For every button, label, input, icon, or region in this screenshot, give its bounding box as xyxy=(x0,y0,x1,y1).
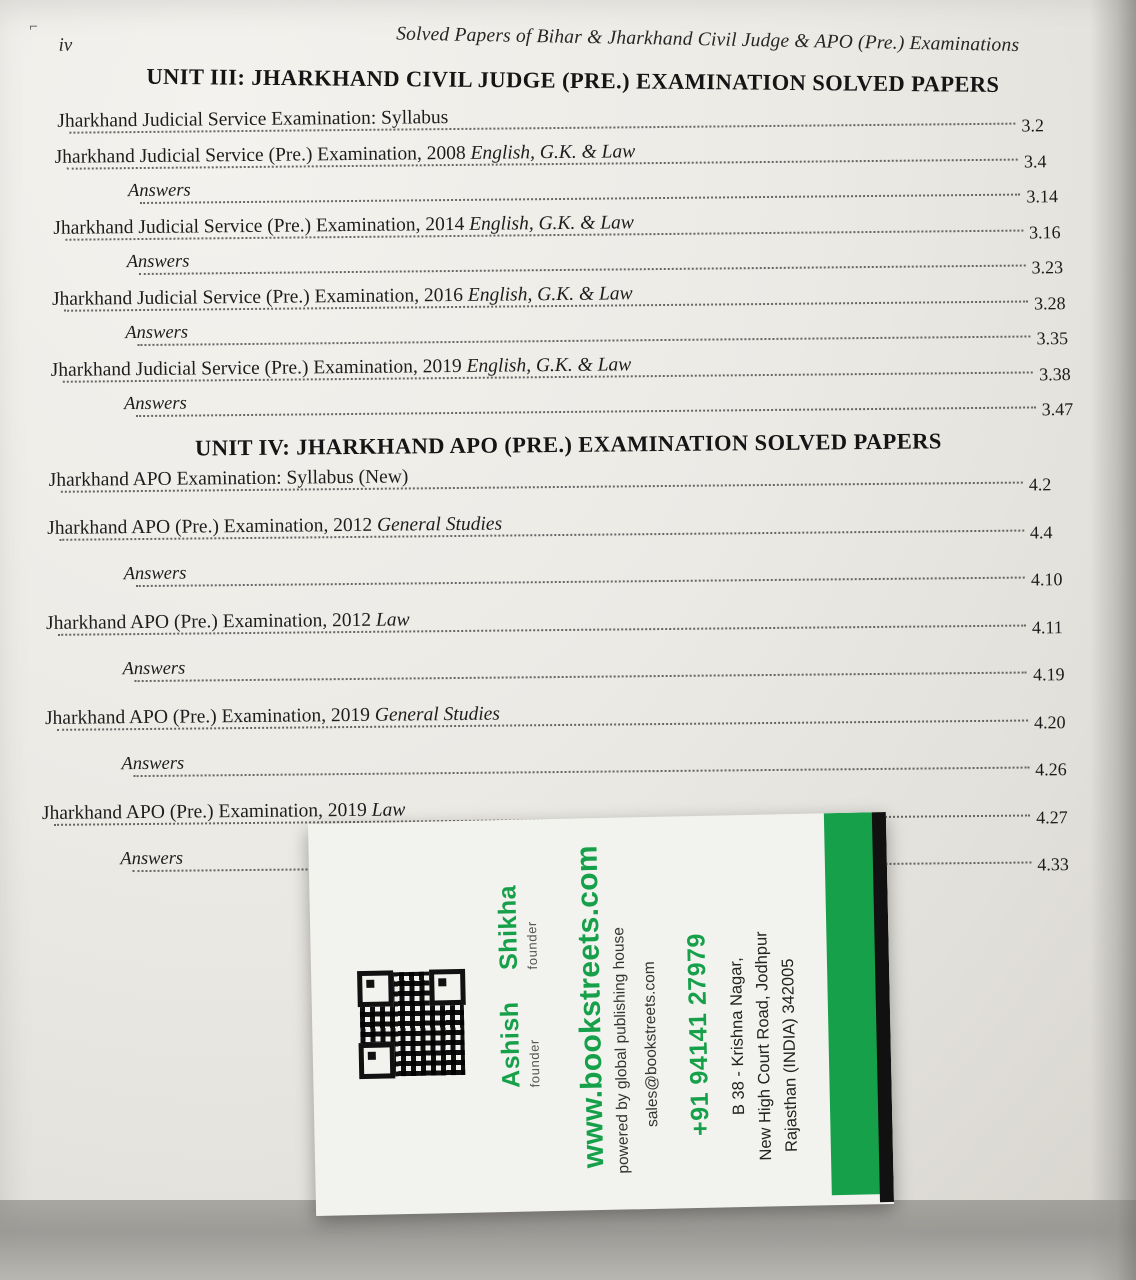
toc-entry[interactable] xyxy=(1,507,1136,548)
toc-entry-label: Jharkhand APO (Pre.) Examination, 2019 Law xyxy=(41,799,406,824)
card-address-line-2: New High Court Road, Jodhpur xyxy=(752,931,776,1161)
card-address-line-3: Rajasthan (INDIA) 342005 xyxy=(778,958,801,1153)
toc-entry[interactable] xyxy=(0,207,1134,248)
toc-entry-label: Answers xyxy=(126,251,190,273)
toc-entry[interactable] xyxy=(0,100,1133,141)
business-card xyxy=(308,812,894,1216)
toc-entry-label: Jharkhand APO Examination: Syllabus (New) xyxy=(48,466,409,491)
toc-entry-label: Answers xyxy=(123,563,187,585)
folio-number: iv xyxy=(58,34,73,56)
toc-entry[interactable] xyxy=(0,171,1134,212)
toc-page-number: 4.19 xyxy=(1032,664,1065,685)
toc-entry-label: Jharkhand APO (Pre.) Examination, 2012 General Studies xyxy=(47,513,503,539)
toc-entry-label: Jharkhand Judicial Service (Pre.) Examination, 2008 English, G.K. & Law xyxy=(54,140,636,168)
card-website[interactable]: www.bookstreets.com xyxy=(570,844,611,1169)
toc-leader-dots xyxy=(140,194,1020,204)
toc-page-number: 3.23 xyxy=(1031,257,1064,278)
toc-entry[interactable] xyxy=(0,242,1135,283)
toc-entry[interactable] xyxy=(0,136,1134,177)
unit-3-heading: UNIT III: JHARKHAND CIVIL JUDGE (PRE.) EXAMINATION SOLVED PAPERS xyxy=(146,63,1000,97)
toc-leader-dots xyxy=(135,672,1027,683)
toc-page-number: 3.47 xyxy=(1041,399,1074,420)
toc-entry-label: Jharkhand Judicial Service (Pre.) Examination, 2014 English, G.K. & Law xyxy=(53,211,634,239)
toc-page-number: 4.20 xyxy=(1034,711,1066,732)
card-powered-by: powered by global publishing house xyxy=(610,926,633,1174)
toc-page-number: 4.33 xyxy=(1037,854,1069,875)
unit-4-heading: UNIT IV: JHARKHAND APO (PRE.) EXAMINATION SOLVED PAPERS xyxy=(194,428,942,461)
card-contact-1-name: Ashish xyxy=(495,1001,526,1089)
card-contact-2-name: Shikha xyxy=(493,884,524,971)
toc-leader-dots xyxy=(136,406,1036,417)
margin-mark: ⌐ xyxy=(29,18,38,36)
toc-entry[interactable] xyxy=(2,649,1136,690)
toc-page-number: 3.35 xyxy=(1036,328,1069,349)
toc-page-number: 4.4 xyxy=(1029,521,1053,542)
toc-page-number: 4.2 xyxy=(1028,474,1052,495)
toc-entry-label: Answers xyxy=(125,322,189,344)
toc-entry[interactable] xyxy=(2,554,1136,595)
toc-entry-label: Jharkhand APO (Pre.) Examination, 2012 Law xyxy=(46,608,410,634)
card-email[interactable]: sales@bookstreets.com xyxy=(640,961,662,1128)
toc-entry-label: Answers xyxy=(120,848,184,870)
toc-leader-dots xyxy=(139,265,1026,276)
toc-page-number: 4.11 xyxy=(1031,616,1063,637)
running-head: Solved Papers of Bihar & Jharkhand Civil Judge & APO (Pre.) Examinations xyxy=(395,23,1020,56)
toc-page-number: 3.38 xyxy=(1039,363,1071,384)
toc-entry-label: Jharkhand Judicial Service Examination: Syllabus xyxy=(57,107,449,132)
toc-entry[interactable] xyxy=(0,349,1136,390)
toc-entry[interactable] xyxy=(3,697,1136,738)
toc-page-number: 3.2 xyxy=(1021,115,1044,136)
toc-entry[interactable] xyxy=(1,459,1136,500)
toc-entry[interactable] xyxy=(0,313,1135,354)
toc-entry[interactable] xyxy=(0,384,1136,425)
toc-page-number: 3.4 xyxy=(1023,150,1047,172)
toc-page-number: 3.14 xyxy=(1026,186,1059,207)
toc-page-number: 3.16 xyxy=(1028,221,1061,242)
toc-entry-label: Jharkhand Judicial Service (Pre.) Examination, 2019 English, G.K. & Law xyxy=(50,353,632,381)
toc-entry-label: Answers xyxy=(121,753,185,775)
toc-entry-label: Jharkhand Judicial Service (Pre.) Examination, 2016 English, G.K. & Law xyxy=(51,282,633,310)
toc-page-number: 4.10 xyxy=(1030,569,1063,590)
qr-code-icon xyxy=(359,971,465,1077)
card-contact-2-role: founder xyxy=(524,920,541,970)
toc-entry-label: Answers xyxy=(123,393,187,415)
toc-entry-label: Answers xyxy=(127,180,191,202)
card-address-line-1: B 38 - Krishna Nagar, xyxy=(726,957,749,1116)
toc-page-number: 3.28 xyxy=(1033,292,1066,313)
toc-leader-dots xyxy=(134,767,1030,778)
toc-page-number: 4.26 xyxy=(1035,759,1067,780)
card-phone[interactable]: +91 94141 27979 xyxy=(682,932,715,1137)
toc-entry-label: Jharkhand APO (Pre.) Examination, 2019 General Studies xyxy=(44,703,501,729)
toc-entry[interactable] xyxy=(2,602,1136,643)
toc-entry-label: Answers xyxy=(122,658,186,680)
toc-page-number: 4.27 xyxy=(1036,806,1068,827)
toc-entry[interactable] xyxy=(3,744,1136,785)
card-contact-1-role: founder xyxy=(526,1038,543,1088)
toc-entry[interactable] xyxy=(0,278,1135,319)
toc-leader-dots xyxy=(136,577,1025,588)
toc-leader-dots xyxy=(137,335,1030,346)
